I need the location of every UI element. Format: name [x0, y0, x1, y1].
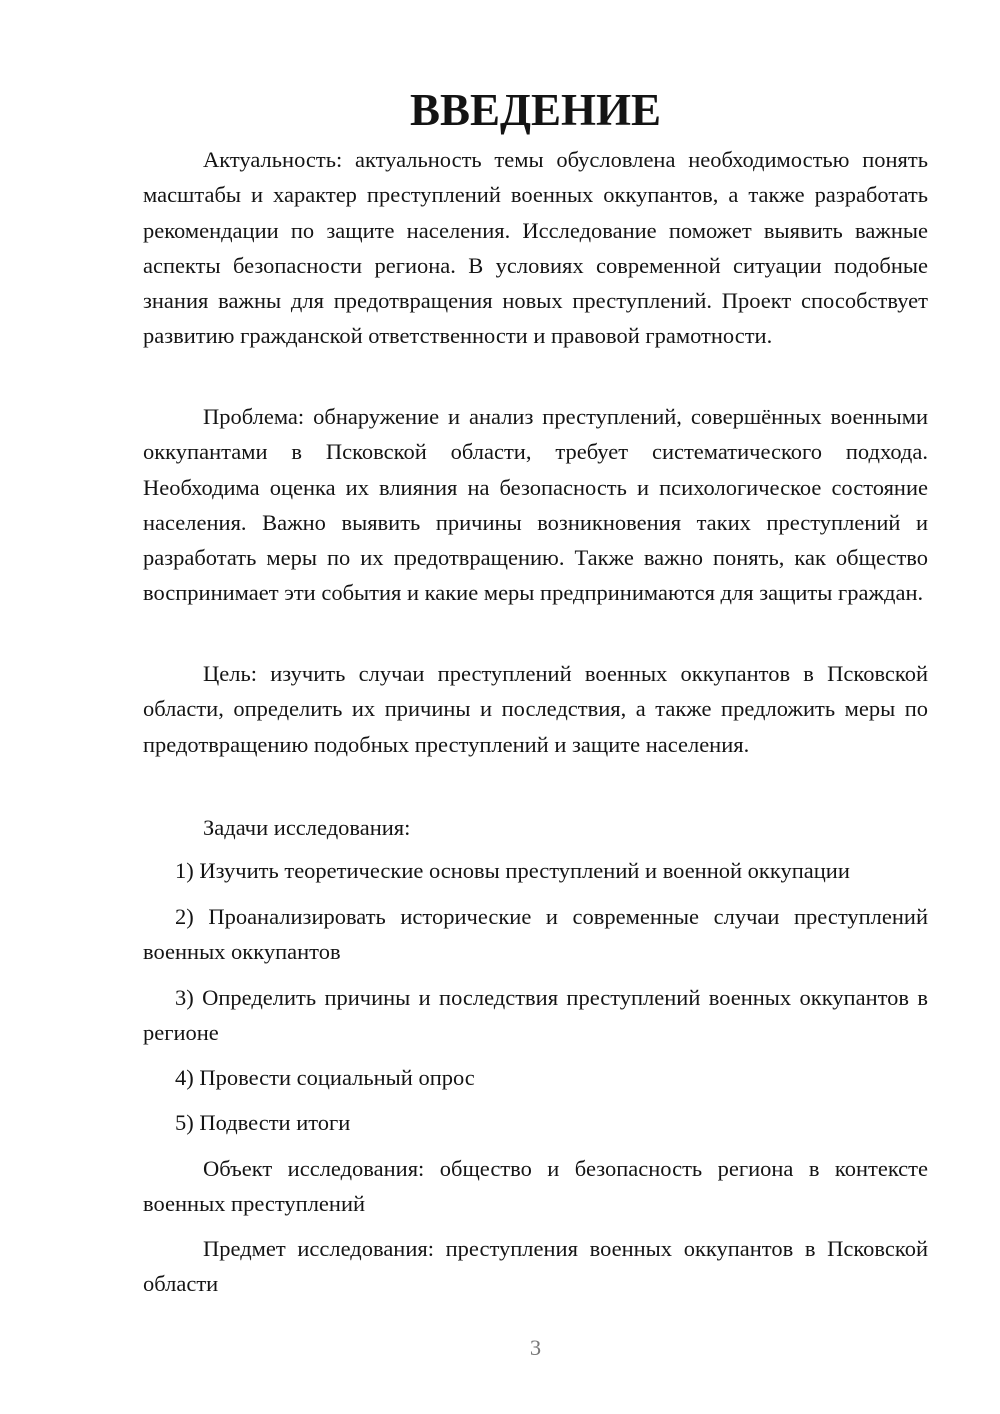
section-heading: ВВЕДЕНИЕ	[409, 85, 662, 135]
paragraph-goal: Цель: изучить случаи преступлений военных оккупантов в Псковской области, определить их причины и последствия, а также предложить меры по предотвращению подобных преступлений и защите населения.	[143, 661, 928, 757]
paragraph-problem: Проблема: обнаружение и анализ преступлений, совершённых военными оккупантами в Псковской области, требует систематического подхода. Необходима оценка их влияния на безопасность и психологическое состояние населения. Важно выявить причины возникновения таких преступлений и разработать меры по их предотвращению. Также важно понять, как общество воспринимает эти события и какие меры предпринимаются для защиты граждан.	[143, 404, 928, 606]
task-item-4: 4) Провести социальный опрос	[175, 1065, 475, 1090]
task-item-2: 2) Проанализировать исторические и современные случаи преступлений военных оккупантов	[143, 904, 928, 965]
page-number: 3	[529, 1335, 542, 1360]
paragraph-relevance: Актуальность: актуальность темы обусловлена необходимостью понять масштабы и характер преступлений военных оккупантов, а также разработать рекомендации по защите населения. Исследование поможет выявить важные аспекты безопасности региона. В условиях современной ситуации подобные знания важны для предотвращения новых преступлений. Проект способствует развитию гражданской ответственности и правовой грамотности.	[143, 147, 928, 349]
task-item-3: 3) Определить причины и последствия преступлений военных оккупантов в регионе	[143, 985, 928, 1046]
task-item-1: 1) Изучить теоретические основы преступлений и военной оккупации	[175, 858, 850, 883]
paragraph-object: Объект исследования: общество и безопасность региона в контексте военных преступлений	[143, 1156, 928, 1217]
tasks-title: Задачи исследования:	[203, 815, 411, 840]
paragraph-subject: Предмет исследования: преступления военных оккупантов в Псковской области	[143, 1236, 928, 1297]
task-item-5: 5) Подвести итоги	[175, 1110, 351, 1135]
